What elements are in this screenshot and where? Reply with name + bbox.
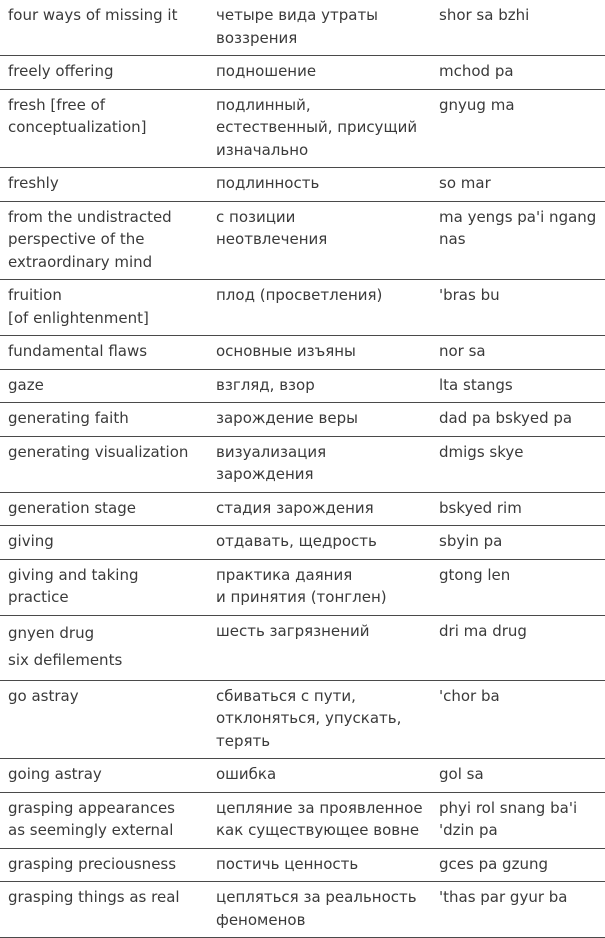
tibetan-term: nor sa (439, 342, 486, 360)
russian-term: отдавать, щедрость (216, 532, 377, 550)
tibetan-term: gnyug ma (439, 95, 515, 114)
table-row (0, 201, 605, 280)
russian-term: основные изъяны (216, 342, 356, 360)
table-row (0, 168, 605, 202)
russian-term: подлинный, естественный, присущий изначально (216, 95, 418, 159)
table-row (0, 336, 605, 370)
table-row (0, 56, 605, 90)
tibetan-term: dad pa bskyed pa (439, 409, 573, 427)
english-term: generating faith (8, 409, 129, 427)
english-term: go astray (8, 686, 79, 705)
english-term: freshly (8, 174, 59, 192)
tibetan-term: gol sa (439, 765, 484, 783)
russian-term: с позиции неотвлечения (216, 207, 328, 248)
english-term: fruition [of enlightenment] (8, 286, 149, 327)
table-row (0, 0, 605, 56)
table-row (0, 89, 605, 168)
russian-term: взгляд, взор (216, 375, 315, 394)
tibetan-term: ma yengs pa'i ngang nas (439, 207, 597, 248)
english-term: fundamental flaws (8, 342, 148, 360)
table-row (0, 369, 605, 403)
russian-term: сбиваться с пути, отклоняться, упускать, терять (216, 686, 402, 750)
english-term: giving (8, 532, 54, 550)
russian-term: визуализация зарождения (216, 442, 327, 483)
english-term: gnyen drug six defilements (8, 623, 123, 669)
english-term: gaze (8, 375, 44, 394)
tibetan-term: mchod pa (439, 62, 514, 80)
russian-term: цепляться за реальность феноменов (216, 888, 417, 929)
russian-term: практика даяния и принятия (тонглен) (216, 565, 387, 606)
english-term: four ways of missing it (8, 6, 178, 24)
russian-term: подношение (216, 62, 317, 80)
table-row (0, 615, 605, 680)
english-term: generation stage (8, 498, 136, 517)
english-term: generating visualization (8, 442, 189, 461)
russian-term: ошибка (216, 765, 277, 783)
tibetan-term: bskyed rim (439, 498, 522, 517)
tibetan-term: phyi rol snang ba'i 'dzin pa (439, 798, 578, 839)
english-term: giving and taking practice (8, 565, 139, 606)
tibetan-term: sbyin pa (439, 532, 503, 550)
russian-term: подлинность (216, 174, 320, 192)
tibetan-term: 'bras bu (439, 286, 500, 304)
table-row (0, 792, 605, 848)
russian-term: стадия зарождения (216, 498, 374, 517)
russian-term: постичь ценность (216, 854, 359, 873)
russian-term: зарождение веры (216, 409, 358, 427)
english-term: from the undistracted perspective of the extraordinary mind (8, 207, 172, 271)
tibetan-term: dri ma drug (439, 621, 527, 640)
tibetan-term: dmigs skye (439, 442, 524, 461)
english-term: going astray (8, 765, 102, 783)
english-term: fresh [free of conceptualization] (8, 95, 147, 136)
table-row (0, 526, 605, 560)
table-row (0, 492, 605, 526)
russian-term: четыре вида утраты воззрения (216, 6, 379, 47)
english-term: freely offering (8, 62, 114, 80)
tibetan-term: gtong len (439, 565, 511, 584)
table-row (0, 680, 605, 759)
table-row (0, 280, 605, 336)
tibetan-term: gces pa gzung (439, 854, 548, 873)
table-row (0, 559, 605, 615)
english-term: grasping preciousness (8, 854, 177, 873)
russian-term: цепляние за проявленное как существующее вовне (216, 798, 423, 839)
english-term: grasping appearances as seemingly external (8, 798, 175, 839)
tibetan-term: so mar (439, 174, 491, 192)
table-row (0, 882, 605, 938)
tibetan-term: 'chor ba (439, 686, 500, 705)
table-row (0, 403, 605, 437)
table-row (0, 759, 605, 793)
table-row (0, 436, 605, 492)
russian-term: шесть загрязнений (216, 621, 370, 640)
russian-term: плод (просветления) (216, 286, 383, 304)
tibetan-term: 'thas par gyur ba (439, 888, 568, 906)
english-term: grasping things as real (8, 888, 180, 906)
tibetan-term: shor sa bzhi (439, 6, 530, 24)
tibetan-term: lta stangs (439, 375, 513, 394)
table-row (0, 848, 605, 882)
